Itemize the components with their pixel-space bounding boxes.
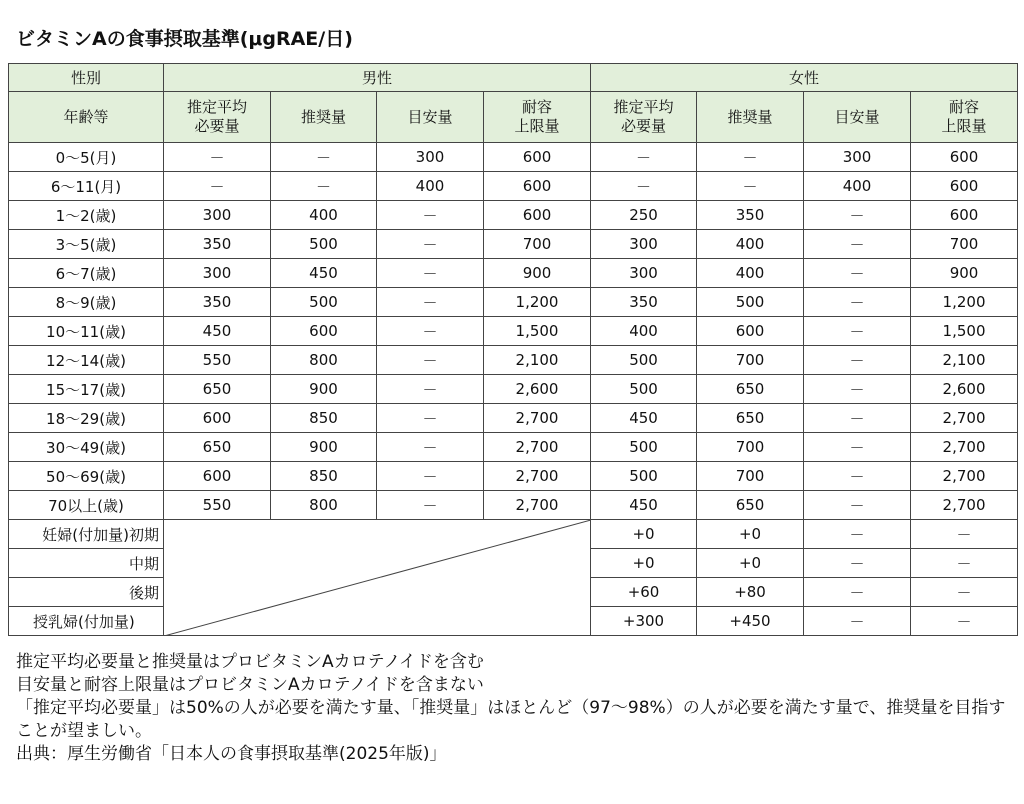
female-value-cell: － bbox=[697, 143, 804, 172]
male-value-cell: 600 bbox=[164, 404, 271, 433]
male-value-cell: － bbox=[377, 491, 484, 520]
female-value-cell: － bbox=[697, 172, 804, 201]
female-value-cell: 600 bbox=[697, 317, 804, 346]
female-value-cell: － bbox=[804, 549, 911, 578]
table-row bbox=[9, 288, 1018, 317]
male-value-cell: － bbox=[377, 346, 484, 375]
female-value-cell: － bbox=[804, 230, 911, 259]
column-header-line1: 目安量 bbox=[834, 107, 880, 126]
male-header: 男性 bbox=[164, 64, 591, 92]
male-value-cell: 800 bbox=[271, 346, 377, 375]
female-value-cell: 300 bbox=[591, 230, 697, 259]
male-value-cell: 450 bbox=[164, 317, 271, 346]
table-row bbox=[9, 346, 1018, 375]
table-row bbox=[9, 375, 1018, 404]
female-value-cell: － bbox=[804, 346, 911, 375]
male-value-cell: 300 bbox=[164, 201, 271, 230]
column-header-line1: 推定平均 bbox=[613, 98, 674, 116]
column-header-line1: 耐容 bbox=[949, 98, 980, 116]
male-value-cell: 300 bbox=[164, 259, 271, 288]
female-value-cell: 400 bbox=[697, 230, 804, 259]
female-value-cell: 400 bbox=[591, 317, 697, 346]
male-value-cell: － bbox=[377, 230, 484, 259]
female-value-cell: 400 bbox=[804, 172, 911, 201]
male-value-cell: 400 bbox=[377, 172, 484, 201]
male-value-cell: 2,600 bbox=[484, 375, 591, 404]
male-value-cell: － bbox=[271, 143, 377, 172]
male-value-cell: 500 bbox=[271, 230, 377, 259]
age-cell: 0～5(月) bbox=[9, 143, 164, 172]
female-value-cell: 600 bbox=[911, 201, 1018, 230]
age-cell: 50～69(歳) bbox=[9, 462, 164, 491]
female-value-cell: － bbox=[804, 201, 911, 230]
male-value-cell: 600 bbox=[484, 143, 591, 172]
column-header bbox=[484, 92, 591, 143]
column-header-line2: 必要量 bbox=[194, 117, 240, 135]
male-value-cell: － bbox=[377, 433, 484, 462]
age-cell: 妊婦(付加量)初期 bbox=[9, 520, 164, 549]
male-value-cell: － bbox=[377, 317, 484, 346]
table-row bbox=[9, 230, 1018, 259]
table-row bbox=[9, 259, 1018, 288]
female-value-cell: 300 bbox=[591, 259, 697, 288]
male-value-cell: 2,700 bbox=[484, 462, 591, 491]
male-value-cell: － bbox=[377, 404, 484, 433]
sex-label: 性別 bbox=[9, 64, 164, 92]
female-value-cell: － bbox=[804, 578, 911, 607]
female-value-cell: 700 bbox=[697, 462, 804, 491]
age-cell: 15～17(歳) bbox=[9, 375, 164, 404]
male-value-cell: 850 bbox=[271, 462, 377, 491]
table-row bbox=[9, 462, 1018, 491]
column-header-line1: 推奨量 bbox=[300, 107, 346, 126]
female-value-cell: － bbox=[804, 404, 911, 433]
age-cell: 18～29(歳) bbox=[9, 404, 164, 433]
age-cell: 30～49(歳) bbox=[9, 433, 164, 462]
female-value-cell: － bbox=[804, 433, 911, 462]
age-cell: 6～7(歳) bbox=[9, 259, 164, 288]
male-value-cell: 2,700 bbox=[484, 433, 591, 462]
male-value-cell: 2,700 bbox=[484, 404, 591, 433]
male-value-cell: 1,500 bbox=[484, 317, 591, 346]
table-row bbox=[9, 172, 1018, 201]
male-value-cell: 900 bbox=[271, 375, 377, 404]
male-value-cell: － bbox=[164, 172, 271, 201]
female-value-cell: － bbox=[591, 143, 697, 172]
male-value-cell: － bbox=[377, 375, 484, 404]
male-value-cell: 650 bbox=[164, 433, 271, 462]
male-value-cell: 1,200 bbox=[484, 288, 591, 317]
male-value-cell: 900 bbox=[484, 259, 591, 288]
female-value-cell: 600 bbox=[911, 143, 1018, 172]
age-cell: 70以上(歳) bbox=[9, 491, 164, 520]
female-value-cell: +60 bbox=[591, 578, 697, 607]
female-value-cell: 350 bbox=[697, 201, 804, 230]
age-cell: 12～14(歳) bbox=[9, 346, 164, 375]
male-value-cell: 550 bbox=[164, 346, 271, 375]
column-header bbox=[271, 92, 377, 143]
female-value-cell: 600 bbox=[911, 172, 1018, 201]
column-header bbox=[591, 92, 697, 143]
female-value-cell: +450 bbox=[697, 607, 804, 636]
male-value-cell: 900 bbox=[271, 433, 377, 462]
female-value-cell: 400 bbox=[697, 259, 804, 288]
female-value-cell: 250 bbox=[591, 201, 697, 230]
female-value-cell: 650 bbox=[697, 375, 804, 404]
female-value-cell: － bbox=[804, 317, 911, 346]
female-value-cell: 700 bbox=[911, 230, 1018, 259]
column-header bbox=[377, 92, 484, 143]
female-value-cell: 500 bbox=[697, 288, 804, 317]
female-value-cell: 1,500 bbox=[911, 317, 1018, 346]
male-value-cell: － bbox=[377, 462, 484, 491]
female-value-cell: 700 bbox=[697, 346, 804, 375]
female-value-cell: － bbox=[804, 491, 911, 520]
not-applicable-cell bbox=[164, 520, 591, 636]
female-value-cell: － bbox=[911, 520, 1018, 549]
male-value-cell: 500 bbox=[271, 288, 377, 317]
note-line: 出典：厚生労働省「日本人の食事摂取基準(2025年版)」 bbox=[16, 744, 447, 764]
female-value-cell: 2,100 bbox=[911, 346, 1018, 375]
male-value-cell: 550 bbox=[164, 491, 271, 520]
table-row bbox=[9, 317, 1018, 346]
table-row bbox=[9, 143, 1018, 172]
note-line: 推定平均必要量と推奨量はプロビタミンAカロテノイドを含む bbox=[16, 652, 484, 672]
female-value-cell: － bbox=[911, 607, 1018, 636]
table-row bbox=[9, 491, 1018, 520]
column-header-line1: 耐容 bbox=[522, 98, 553, 116]
column-header-line2: 上限量 bbox=[514, 117, 560, 135]
male-value-cell: 700 bbox=[484, 230, 591, 259]
female-value-cell: － bbox=[591, 172, 697, 201]
male-value-cell: － bbox=[377, 259, 484, 288]
note-line: 目安量と耐容上限量はプロビタミンAカロテノイドを含まない bbox=[16, 675, 484, 695]
female-value-cell: +0 bbox=[697, 520, 804, 549]
female-value-cell: 650 bbox=[697, 491, 804, 520]
female-value-cell: +0 bbox=[591, 549, 697, 578]
male-value-cell: 2,100 bbox=[484, 346, 591, 375]
column-header bbox=[164, 92, 271, 143]
female-value-cell: － bbox=[804, 259, 911, 288]
female-value-cell: 650 bbox=[697, 404, 804, 433]
female-value-cell: － bbox=[804, 607, 911, 636]
note-line: 「推定平均必要量」は50%の人が必要を満たす量、「推奨量」はほとんど（97～98%）の人が必要を満たす量で、推奨量を目指すことが望ましい。 bbox=[16, 698, 1006, 741]
female-value-cell: +80 bbox=[697, 578, 804, 607]
female-value-cell: － bbox=[804, 375, 911, 404]
female-value-cell: 350 bbox=[591, 288, 697, 317]
table-row bbox=[9, 201, 1018, 230]
male-value-cell: － bbox=[164, 143, 271, 172]
age-cell: 10～11(歳) bbox=[9, 317, 164, 346]
male-value-cell: 600 bbox=[271, 317, 377, 346]
column-header-line2: 上限量 bbox=[941, 117, 987, 135]
female-value-cell: 500 bbox=[591, 433, 697, 462]
female-value-cell: 2,700 bbox=[911, 462, 1018, 491]
notes bbox=[16, 651, 1006, 766]
female-header: 女性 bbox=[591, 64, 1018, 92]
table-row bbox=[9, 433, 1018, 462]
male-value-cell: － bbox=[271, 172, 377, 201]
table-body bbox=[9, 143, 1018, 636]
female-value-cell: － bbox=[804, 520, 911, 549]
intake-table-container bbox=[8, 63, 1017, 636]
column-header-line1: 推定平均 bbox=[186, 98, 247, 116]
age-cell: 6～11(月) bbox=[9, 172, 164, 201]
female-value-cell: 2,700 bbox=[911, 433, 1018, 462]
male-value-cell: 800 bbox=[271, 491, 377, 520]
male-value-cell: － bbox=[377, 288, 484, 317]
column-header-line1: 目安量 bbox=[407, 107, 453, 126]
page-title: ビタミンAの食事摂取基準(μgRAE/日) bbox=[16, 28, 353, 50]
male-value-cell: 600 bbox=[484, 172, 591, 201]
female-value-cell: 1,200 bbox=[911, 288, 1018, 317]
male-value-cell: 650 bbox=[164, 375, 271, 404]
female-value-cell: +300 bbox=[591, 607, 697, 636]
female-value-cell: － bbox=[911, 549, 1018, 578]
male-value-cell: 350 bbox=[164, 230, 271, 259]
female-value-cell: － bbox=[911, 578, 1018, 607]
female-value-cell: 2,700 bbox=[911, 404, 1018, 433]
female-value-cell: 700 bbox=[697, 433, 804, 462]
male-value-cell: － bbox=[377, 201, 484, 230]
female-value-cell: 900 bbox=[911, 259, 1018, 288]
age-cell: 1～2(歳) bbox=[9, 201, 164, 230]
female-value-cell: +0 bbox=[591, 520, 697, 549]
male-value-cell: 600 bbox=[484, 201, 591, 230]
male-value-cell: 300 bbox=[377, 143, 484, 172]
female-value-cell: 450 bbox=[591, 404, 697, 433]
intake-table bbox=[8, 63, 1018, 636]
age-cell: 授乳婦(付加量) bbox=[9, 607, 164, 636]
age-label: 年齢等 bbox=[9, 92, 164, 143]
column-header bbox=[804, 92, 911, 143]
age-cell: 8～9(歳) bbox=[9, 288, 164, 317]
female-value-cell: － bbox=[804, 288, 911, 317]
female-value-cell: 500 bbox=[591, 462, 697, 491]
diagonal-line bbox=[164, 520, 591, 636]
female-value-cell: 300 bbox=[804, 143, 911, 172]
male-value-cell: 400 bbox=[271, 201, 377, 230]
column-header-line1: 推奨量 bbox=[727, 107, 773, 126]
male-value-cell: 2,700 bbox=[484, 491, 591, 520]
male-value-cell: 850 bbox=[271, 404, 377, 433]
male-value-cell: 350 bbox=[164, 288, 271, 317]
female-value-cell: +0 bbox=[697, 549, 804, 578]
age-cell: 3～5(歳) bbox=[9, 230, 164, 259]
table-row bbox=[9, 520, 1018, 549]
column-header bbox=[911, 92, 1018, 143]
female-value-cell: － bbox=[804, 462, 911, 491]
age-cell: 後期 bbox=[9, 578, 164, 607]
male-value-cell: 600 bbox=[164, 462, 271, 491]
female-value-cell: 450 bbox=[591, 491, 697, 520]
female-value-cell: 2,700 bbox=[911, 491, 1018, 520]
header-row-sex bbox=[9, 64, 1018, 92]
column-header-line2: 必要量 bbox=[621, 117, 667, 135]
table-row bbox=[9, 404, 1018, 433]
female-value-cell: 500 bbox=[591, 346, 697, 375]
female-value-cell: 500 bbox=[591, 375, 697, 404]
column-header bbox=[697, 92, 804, 143]
female-value-cell: 2,600 bbox=[911, 375, 1018, 404]
header-row-columns bbox=[9, 92, 1018, 143]
male-value-cell: 450 bbox=[271, 259, 377, 288]
age-cell: 中期 bbox=[9, 549, 164, 578]
